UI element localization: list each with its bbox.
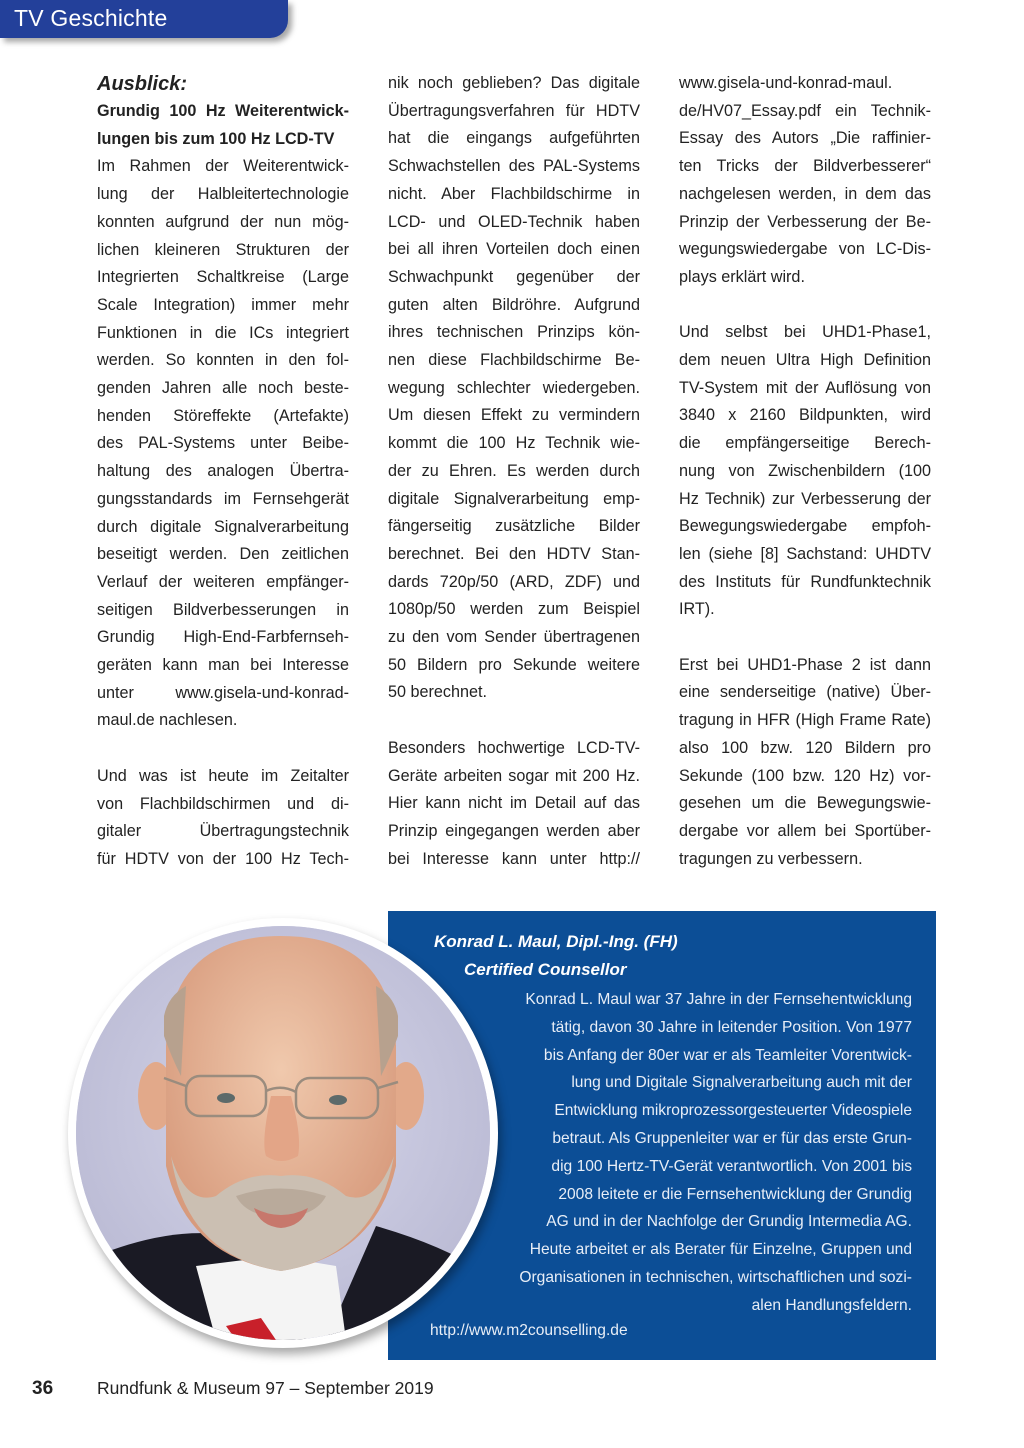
bio-line: Heute arbeitet er als Berater für Einzelne, Gruppen und (529, 1241, 912, 1259)
text-line: des PAL-Systems unter Beibe- (97, 434, 349, 453)
text-line: Scale Integration) immer mehr (97, 295, 349, 314)
text-line: gesehen um die Bewegungswie- (679, 794, 931, 813)
text-line: dards 720p/50 (ARD, ZDF) und (388, 572, 640, 591)
text-line: genden Jahren alle noch beste- (97, 379, 349, 398)
bio-line: bis Anfang der 80er war er als Teamleiter Vorentwick- (543, 1046, 912, 1064)
text-line: Hier kann nicht im Detail auf das (388, 794, 640, 813)
text-line: eine senderseitige (native) Über- (679, 683, 931, 702)
bio-line: AG und in der Nachfolge der Grundig Intermedia AG. (546, 1213, 912, 1231)
author-photo (68, 918, 498, 1348)
author-name: Konrad L. Maul, Dipl.-Ing. (FH) (434, 932, 678, 951)
text-line: bei Interesse kann unter http:// (388, 849, 640, 868)
paragraph (388, 735, 640, 874)
text-line: nik noch geblieben? Das digitale (388, 74, 640, 92)
text-line: Prinzip eingegangen werden aber (388, 821, 640, 840)
text-line: Übertragungsverfahren für HDTV (388, 101, 640, 120)
text-line: nen diese Flachbildschirme Be- (388, 351, 640, 370)
text-line: tragungen zu verbessern. (679, 849, 863, 868)
text-line: Integrierten Schaltkreise (Large (97, 268, 349, 287)
text-line: ihres technischen Prinzips kön- (388, 323, 640, 342)
text-line: Und was ist heute im Zeitalter (97, 766, 349, 785)
subheading-line: Grundig 100 Hz Weiterentwick- (97, 102, 349, 120)
bio-line: lung und Digitale Signalverarbeitung auch mit der (571, 1074, 912, 1092)
text-line: nicht. Aber Flachbildschirme in (388, 184, 640, 203)
section-title: TV Geschichte (14, 5, 168, 31)
author-website-link[interactable]: http://www.m2counselling.de (430, 1322, 628, 1339)
bio-line: alen Handlungsfeldern. (751, 1296, 912, 1314)
text-line: beseitigt werden. Den zeitlichen (97, 545, 349, 564)
text-line: von Flachbildschirmen und di- (97, 794, 349, 813)
paragraph (97, 763, 349, 874)
text-line: TV-System mit der Auflösung von (679, 378, 931, 397)
text-line: die empfängerseitige Berech- (679, 434, 931, 453)
text-line: LCD- und OLED-Technik haben (388, 212, 640, 231)
text-line: plays erklärt wird. (679, 267, 805, 286)
text-line: gitaler Übertragungstechnik (97, 822, 349, 841)
text-line: 1080p/50 werden zum Beispiel (388, 600, 640, 619)
subheading (97, 98, 349, 153)
paragraph (388, 70, 640, 707)
text-line: fängerseitig zusätzliche Bilder (388, 517, 640, 536)
text-line: werden. So konnten in den fol- (97, 351, 349, 370)
text-line: nung von Zwischenbildern (100 (679, 461, 931, 480)
text-line: nachgelesen werden, in dem das (679, 184, 931, 203)
text-line: 50 berechnet. (388, 683, 487, 702)
text-line: also 100 bzw. 120 Bildern pro (679, 738, 931, 757)
publication-info: Rundfunk & Museum 97 – September 2019 (97, 1378, 434, 1398)
text-line: 50 Bildern pro Sekunde weitere (388, 655, 640, 674)
text-line: maul.de nachlesen. (97, 711, 238, 730)
paragraph (679, 319, 931, 624)
text-line: Um diesen Effekt zu vermindern (388, 406, 640, 425)
text-line: Schwachpunkt gegenüber der (388, 267, 640, 286)
text-line: Geräte arbeiten sogar mit 200 Hz. (388, 766, 640, 785)
text-line: hat die eingangs aufgeführten (388, 129, 640, 148)
text-line: des Instituts für Rundfunktechnik (679, 572, 931, 591)
text-line: geräten kann man bei Interesse (97, 656, 349, 675)
text-line: dergabe vor allem bei Sportüber- (679, 821, 931, 840)
text-line: konnten aufgrund der nun mög- (97, 212, 349, 231)
text-line: IRT). (679, 600, 715, 619)
text-line: guten alten Bildröhre. Aufgrund (388, 295, 640, 314)
text-line: 3840 x 2160 Bildpunkten, wird (679, 406, 931, 425)
author-photo-image (76, 926, 490, 1340)
text-line: Essay des Autors „Die raffinier- (679, 129, 931, 148)
paragraph (97, 153, 349, 735)
text-line: Schwachstellen des PAL-Systems (388, 157, 640, 176)
text-line: Grundig High-End-Farbfernseh- (97, 628, 349, 647)
text-line: de/HV07_Essay.pdf ein Technik- (679, 101, 931, 120)
section-tab (0, 0, 288, 38)
text-line: Funktionen in die ICs integriert (97, 323, 349, 342)
text-line: Besonders hochwertige LCD-TV- (388, 738, 640, 757)
section-heading: Ausblick: (97, 73, 188, 95)
text-line: Und selbst bei UHD1-Phase1, (679, 323, 931, 342)
paragraph (679, 652, 931, 874)
text-line: Prinzip der Verbesserung der Be- (679, 212, 931, 231)
column-3 (679, 70, 931, 873)
text-line: wegungswiedergabe von LC-Dis- (679, 240, 931, 259)
text-line: der zu Ehren. Es werden durch (388, 461, 640, 480)
text-line: Im Rahmen der Weiterentwick- (97, 157, 349, 176)
text-line: zu den vom Sender übertragenen (388, 628, 640, 647)
text-line: Sekunde (100 bzw. 120 Hz) vor- (679, 766, 931, 785)
text-line: lung der Halbleitertechnologie (97, 185, 349, 204)
text-line: henden Störeffekte (Artefakte) (97, 406, 349, 425)
author-title: Certified Counsellor (464, 960, 627, 979)
text-line: unter www.gisela-und-konrad- (97, 683, 349, 702)
text-line: Erst bei UHD1-Phase 2 ist dann (679, 655, 931, 674)
text-line: Verlauf der weiteren empfänger- (97, 572, 349, 591)
text-line: Hz Technik) zur Verbesserung der (679, 489, 931, 508)
column-2 (388, 70, 640, 873)
column-1 (97, 70, 349, 874)
bio-line: dig 100 Hertz-TV-Gerät verantwortlich. Von 2001 bis (551, 1157, 912, 1175)
text-line: tragung in HFR (High Frame Rate) (679, 711, 931, 730)
bio-line: Konrad L. Maul war 37 Jahre in der Fernsehentwicklung (525, 991, 912, 1008)
bio-line: betraut. Als Gruppenleiter war er für das erste Grun- (552, 1129, 912, 1147)
text-line: wegung schlechter wiedergeben. (388, 378, 640, 397)
text-line: kommt die 100 Hz Technik wie- (388, 434, 640, 453)
portrait-illustration (76, 926, 490, 1340)
page-number: 36 (32, 1378, 54, 1399)
text-line: len (siehe [8] Sachstand: UHDTV (679, 544, 931, 563)
text-line: durch digitale Signalverarbeitung (97, 517, 349, 536)
text-line: gungsstandards im Fernsehgerät (97, 489, 349, 508)
text-line: dem neuen Ultra High Definition (679, 351, 931, 370)
text-line: für HDTV von der 100 Hz Tech- (97, 849, 349, 868)
text-line: berechnet. Bei den HDTV Stan- (388, 544, 640, 563)
text-line: digitale Signalverarbeitung emp- (388, 489, 640, 508)
text-line: lichen kleineren Strukturen der (97, 240, 349, 259)
bio-line: tätig, davon 30 Jahre in leitender Position. Von 1977 (551, 1018, 912, 1036)
paragraph (679, 70, 931, 292)
bio-line: Organisationen in technischen, wirtschaftlichen und sozi- (519, 1268, 912, 1286)
subheading-line: lungen bis zum 100 Hz LCD-TV (97, 129, 335, 148)
text-line: haltung des analogen Übertra- (97, 462, 349, 481)
bio-line: Entwicklung mikroprozessorgesteuerter Videospiele (554, 1102, 912, 1120)
text-line: www.gisela-und-konrad-maul. (679, 74, 893, 92)
text-line: Bewegungswiedergabe empfoh- (679, 517, 931, 536)
text-line: seitigen Bildverbesserungen in (97, 600, 349, 619)
text-line: bei all ihren Vorteilen doch einen (388, 240, 640, 259)
bio-line: 2008 leitete er die Fernsehentwicklung der Grundig (558, 1185, 912, 1203)
text-line: ten Tricks der Bildverbesserer“ (679, 157, 931, 176)
